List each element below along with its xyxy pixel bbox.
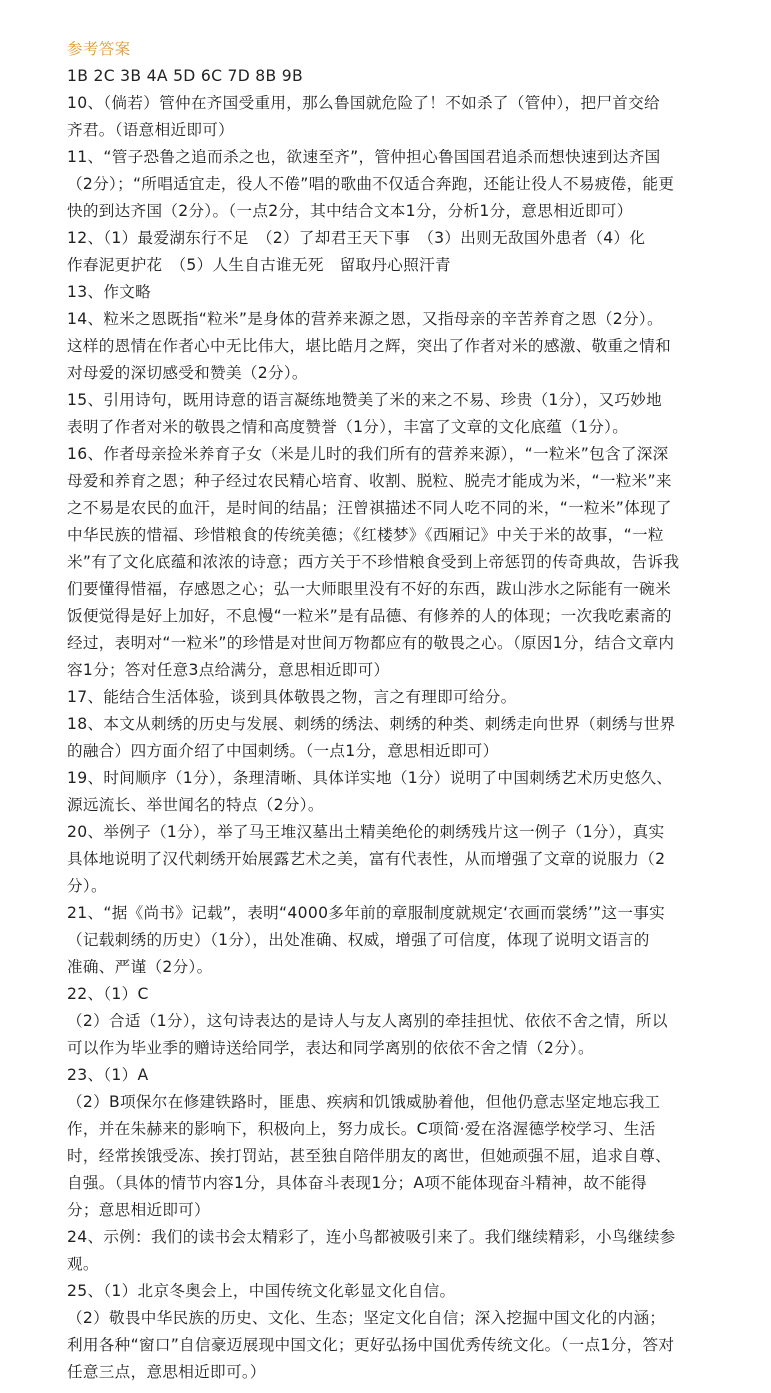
answer-line: （记载刺绣的历史）（1分），出处准确、权威，增强了可信度，体现了说明文语言的 <box>67 931 650 949</box>
answer-line: 齐君。（语意相近即可） <box>67 121 235 139</box>
answer-line: 19、时间顺序（1分），条理清晰、具体详实地（1分）说明了中国刺绣艺术历史悠久、 <box>67 769 673 787</box>
answer-line: 20、举例子（1分），举了马王堆汉墓出土精美绝伦的刺绣残片这一例子（1分），真实 <box>67 823 665 841</box>
answer-line: 作，并在朱赫来的影响下，积极向上，努力成长。C项简·爱在洛渥德学校学习、生活 <box>67 1120 656 1138</box>
answer-q13 <box>67 279 749 306</box>
answer-q21 <box>67 900 749 981</box>
answer-line: （2）B项保尔在修建铁路时，匪患、疾病和饥饿威胁着他，但他仍意志坚定地忘我工 <box>67 1093 661 1111</box>
answer-q20 <box>67 819 749 900</box>
answer-q10 <box>67 90 749 144</box>
answer-line: 们要懂得惜福，存感恩之心；弘一大师眼里没有不好的东西，跋山涉水之际能有一碗米 <box>67 580 671 598</box>
answer-line: 快的到达齐国（2分）。（一点2分，其中结合文本1分，分析1分，意思相近即可） <box>67 202 633 220</box>
answer-line: 24、示例：我们的读书会太精彩了，连小鸟都被吸引来了。我们继续精彩，小鸟继续参 <box>67 1228 676 1246</box>
answer-line: 12、（1）最爱湖东行不足 （2）了却君王天下事 （3）出则无敌国外患者（4）化 <box>67 229 646 247</box>
answer-paragraphs <box>67 63 749 1386</box>
answer-line: 25、（1）北京冬奥会上，中国传统文化彰显文化自信。 <box>67 1282 456 1300</box>
answer-line: 分）。 <box>67 877 107 895</box>
answer-line: 表明了作者对米的敬畏之情和高度赞誉（1分），丰富了文章的文化底蕴（1分）。 <box>67 418 629 436</box>
answer-line: 18、本文从刺绣的历史与发展、刺绣的绣法、刺绣的种类、刺绣走向世界（刺绣与世界 <box>67 715 676 733</box>
answer-line: 米”有了文化底蕴和浓浓的诗意；西方关于不珍惜粮食受到上帝惩罚的传奇典故，告诉我 <box>67 553 680 571</box>
answer-q12 <box>67 225 749 279</box>
answer-line: 可以作为毕业季的赠诗送给同学，表达和同学离别的依依不舍之情（2分）。 <box>67 1039 594 1057</box>
answer-choices <box>67 63 749 90</box>
answer-line: 分；意思相近即可） <box>67 1201 211 1219</box>
answer-line: 22、（1）C <box>67 985 149 1003</box>
answer-line: 的融合）四方面介绍了中国刺绣。（一点1分，意思相近即可） <box>67 742 499 760</box>
answer-q23b <box>67 1089 749 1224</box>
answer-line: 经过，表明对“一粒米”的珍惜是对世间万物都应有的敬畏之心。（原因1分，结合文章内 <box>67 634 675 652</box>
answer-line: 16、作者母亲捡米养育子女（米是儿时的我们所有的营养来源），“一粒米”包含了深深 <box>67 445 669 463</box>
answer-line: 13、作文略 <box>67 283 152 301</box>
answer-line: 具体地说明了汉代刺绣开始展露艺术之美，富有代表性，从而增强了文章的说服力（2 <box>67 850 666 868</box>
answer-line: 1B 2C 3B 4A 5D 6C 7D 8B 9B <box>67 67 303 85</box>
answer-line: 自强。（具体的情节内容1分，具体奋斗表现1分；A项不能体现奋斗精神，故不能得 <box>67 1174 647 1192</box>
answer-line: （2分）；“所唱适宜走，役人不倦”唱的歌曲不仅适合奔跑，还能让役人不易疲倦，能更 <box>67 175 675 193</box>
answer-line: 任意三点，意思相近即可。） <box>67 1363 266 1381</box>
answer-line: 这样的恩情在作者心中无比伟大，堪比皓月之辉，突出了作者对米的感激、敬重之情和 <box>67 337 671 355</box>
answer-line: 15、引用诗句，既用诗意的语言凝练地赞美了米的来之不易、珍贵（1分），又巧妙地 <box>67 391 663 409</box>
answer-line: 之不易是农民的血汗，是时间的结晶；汪曾祺描述不同人吃不同的米，“一粒米”体现了 <box>67 499 672 517</box>
answer-line: （2）合适（1分），这句诗表达的是诗人与友人离别的牵挂担忧、依依不舍之情，所以 <box>67 1012 668 1030</box>
answer-line: 源远流长、举世闻名的特点（2分）。 <box>67 796 324 814</box>
answer-line: 观。 <box>67 1255 99 1273</box>
answer-q15 <box>67 387 749 441</box>
answer-line: 21、“据《尚书》记载”，表明“4000多年前的章服制度就规定‘衣画而裳绣’”这一事实 <box>67 904 666 922</box>
answer-line: 11、“管子恐鲁之追而杀之也，欲速至齐”，管仲担心鲁国国君追杀而想快速到达齐国 <box>67 148 661 166</box>
answer-line: 饭便觉得是好上加好，不息慢“一粒米”是有品德、有修养的人的体现；一次我吃素斋的 <box>67 607 672 625</box>
answer-line: 准确、严谨（2分）。 <box>67 958 213 976</box>
answer-line: 14、粒米之恩既指“粒米”是身体的营养来源之恩，又指母亲的辛苦养育之恩（2分）。 <box>67 310 663 328</box>
answer-line: 母爱和养育之恩；种子经过农民精心培育、收割、脱粒、脱壳才能成为米，“一粒米”来 <box>67 472 672 490</box>
answer-heading: 参考答案 <box>67 40 131 58</box>
answer-q19 <box>67 765 749 819</box>
answer-document <box>67 36 749 1386</box>
answer-line: （2）敬畏中华民族的历史、文化、生态；坚定文化自信；深入挖掘中国文化的内涵； <box>67 1309 666 1327</box>
answer-q18 <box>67 711 749 765</box>
answer-line: 中华民族的惜福、珍惜粮食的传统美德；《红楼梦》《西厢记》中关于米的故事，“一粒 <box>67 526 664 544</box>
answer-line: 利用各种“窗口”自信豪迈展现中国文化；更好弘扬中国优秀传统文化。（一点1分，答对 <box>67 1336 675 1354</box>
answer-line: 17、能结合生活体验，谈到具体敬畏之物，言之有理即可给分。 <box>67 688 517 706</box>
answer-q14 <box>67 306 749 387</box>
answer-q17 <box>67 684 749 711</box>
answer-line: 对母爱的深切感受和赞美（2分）。 <box>67 364 308 382</box>
answer-q16 <box>67 441 749 684</box>
answer-q11 <box>67 144 749 225</box>
answer-q25a <box>67 1278 749 1305</box>
answer-q25b <box>67 1305 749 1386</box>
answer-q22a <box>67 981 749 1008</box>
answer-line: 时，经常挨饿受冻、挨打罚站，甚至独自陪伴朋友的离世，但她顽强不屈，追求自尊、 <box>67 1147 671 1165</box>
answer-q22b <box>67 1008 749 1062</box>
answer-q24 <box>67 1224 749 1278</box>
answer-q23a <box>67 1062 749 1089</box>
answer-line: 10、（倘若）管仲在齐国受重用，那么鲁国就危险了！不如杀了（管仲），把尸首交给 <box>67 94 660 112</box>
answer-line: 作春泥更护花 （5）人生自古谁无死 留取丹心照汗青 <box>67 256 451 274</box>
answer-line: 23、（1）A <box>67 1066 149 1084</box>
answer-line: 容1分；答对任意3点给满分，意思相近即可） <box>67 661 390 679</box>
